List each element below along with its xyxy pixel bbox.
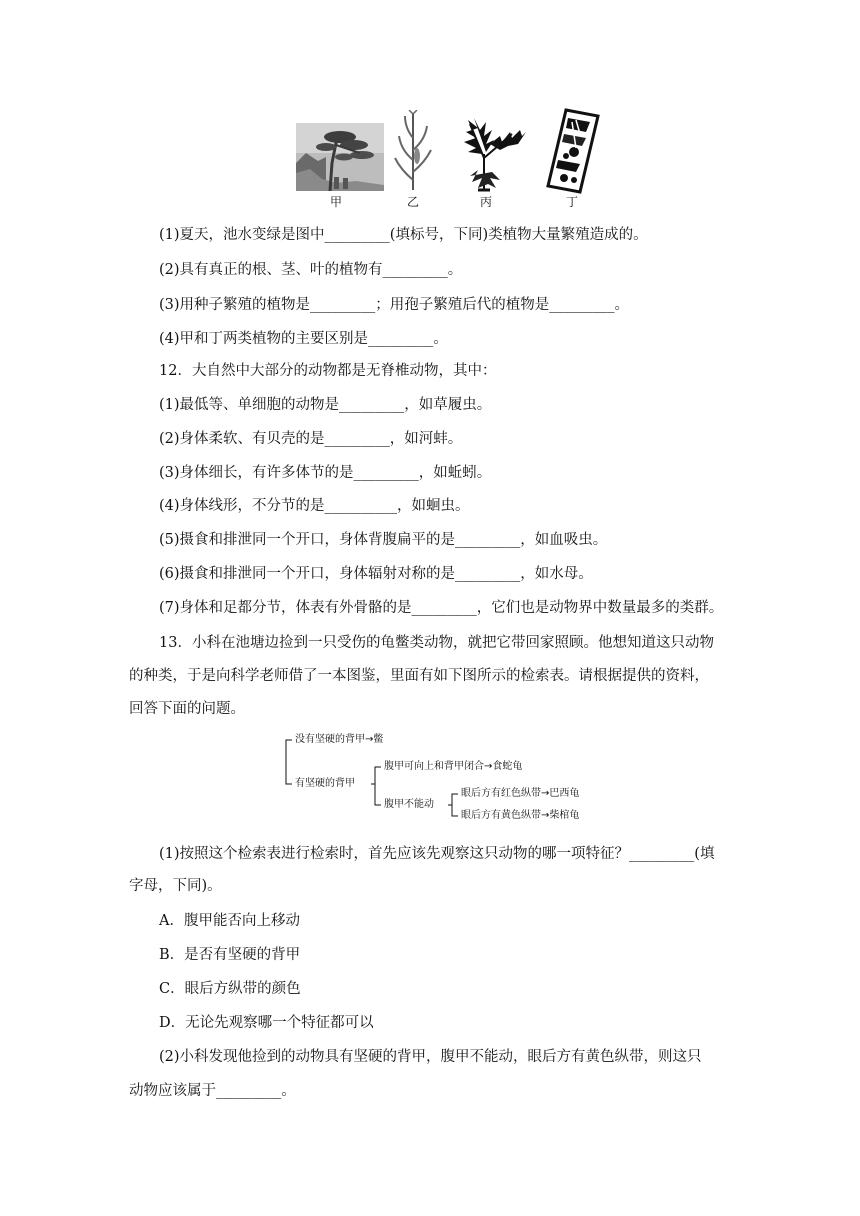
q12-item-3: (3)身体细长，有许多体节的是_________，如蚯蚓。 — [159, 465, 492, 481]
key-hard-shell: 有坚硬的背甲 — [295, 778, 355, 789]
q12-item-6: (6)摄食和排泄同一个开口，身体辐射对称的是_________，如水母。 — [159, 566, 593, 582]
key-plastron-fixed: 腹甲不能动 — [384, 799, 434, 810]
q11-item-2: (2)具有真正的根、茎、叶的植物有_________。 — [159, 262, 463, 278]
q13-sub2-line-1: (2)小科发现他捡到的动物具有坚硬的背甲，腹甲不能动，眼后方有黄色纵带，则这只 — [159, 1049, 702, 1065]
q11-item-1: (1)夏天，池水变绿是图中_________(填标号，下同)类植物大量繁殖造成的。 — [159, 227, 648, 243]
figure-label-yi: 乙 — [407, 195, 420, 209]
q13-stem-line-1: 13．小科在池塘边捡到一只受伤的龟鳖类动物，就把它带回家照顾。他想知道这只动物 — [159, 635, 714, 651]
q12-item-1: (1)最低等、单细胞的动物是_________，如草履虫。 — [159, 397, 492, 413]
q13-sub1-line-1: (1)按照这个检索表进行检索时，首先应该先观察这只动物的哪一项特征？_________(填 — [159, 846, 715, 862]
figure-label-jia: 甲 — [330, 195, 343, 209]
key-no-hard-shell: 没有坚硬的背甲→鳖 — [295, 734, 384, 745]
figure-label-ding: 丁 — [566, 195, 579, 209]
q13-option-d: D．无论先观察哪一个特征都可以 — [159, 1015, 374, 1031]
q12-item-5: (5)摄食和排泄同一个开口，身体背腹扁平的是_________，如血吸虫。 — [159, 532, 608, 548]
q12-stem: 12．大自然中大部分的动物都是无脊椎动物，其中： — [159, 363, 497, 379]
q13-option-c: C．眼后方纵带的颜色 — [159, 981, 301, 997]
q12-item-7: (7)身体和足都分节，体表有外骨骼的是_________，它们也是动物界中数量最多的类群。 — [159, 600, 724, 616]
q13-option-a: A．腹甲能否向上移动 — [159, 913, 300, 929]
pine-tree-photo — [296, 123, 384, 191]
figure-label-bing: 丙 — [480, 195, 493, 209]
q13-option-b: B．是否有坚硬的背甲 — [159, 947, 301, 963]
q11-item-4: (4)甲和丁两类植物的主要区别是_________。 — [159, 331, 448, 347]
corn-plant-drawing — [393, 110, 433, 190]
q13-stem-line-2: 的种类，于是向科学老师借了一本图鉴，里面有如下图所示的检索表。请根据提供的资料， — [129, 668, 709, 684]
q13-sub1-line-2: 字母，下同)。 — [129, 878, 222, 894]
q13-stem-line-3: 回答下面的问题。 — [129, 701, 245, 717]
key-yellow-stripe: 眼后方有黄色纵带→柴棺龟 — [461, 810, 580, 821]
algae-drawing — [546, 108, 600, 194]
fern-plant-drawing — [460, 114, 528, 192]
q13-sub2-line-2: 动物应该属于_________。 — [129, 1083, 296, 1099]
q11-item-3: (3)用种子繁殖的植物是_________；用孢子繁殖后代的植物是_________。 — [159, 297, 630, 313]
key-red-stripe: 眼后方有红色纵带→巴西龟 — [461, 788, 580, 799]
q12-item-2: (2)身体柔软、有贝壳的是_________，如河蚌。 — [159, 431, 463, 447]
key-plastron-closes: 腹甲可向上和背甲闭合→食蛇龟 — [384, 761, 523, 772]
q12-item-4: (4)身体线形，不分节的是__________，如蛔虫。 — [159, 498, 470, 514]
